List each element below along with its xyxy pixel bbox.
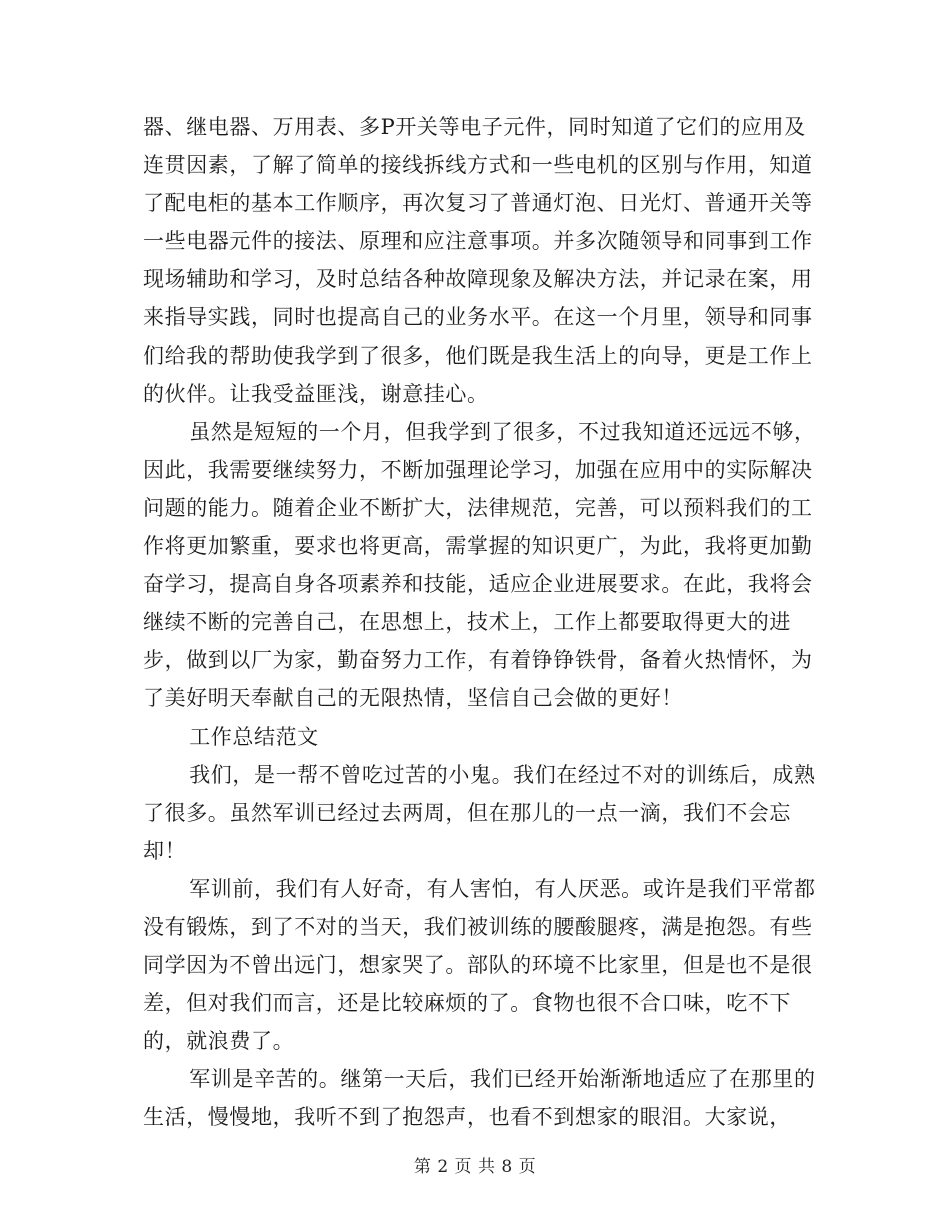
section-heading: 工作总结范文 [189,724,319,749]
paragraph-4: 军训前，我们有人好奇，有人害怕，有人厌恶。或许是我们平常都没有锻炼，到了不对的当天，我们被训练的腰酸腿疼，满是抱怨。有些同学因为不曾出远门，想家哭了。部队的环境不比家里，但是也不是很差，但对我们而言，还是比较麻烦的了。食物也很不合口味，吃不下的，就浪费了。 [143,876,816,1054]
paragraph-5: 军训是辛苦的。继第一天后，我们已经开始渐渐地适应了在那里的生活，慢慢地，我听不到了抱怨声，也看不到想家的眼泪。大家说， [143,1067,816,1130]
paragraph-3: 我们，是一帮不曾吃过苦的小鬼。我们在经过不对的训练后，成熟了很多。虽然军训已经过去两周，但在那儿的一点一滴，我们不会忘却！ [143,762,816,863]
paragraph-1: 器、继电器、万用表、多P开关等电子元件，同时知道了它们的应用及连贯因素，了解了简单的接线拆线方式和一些电机的区别与作用，知道了配电柜的基本工作顺序，再次复习了普通灯泡、日光灯、普通开关等一些电器元件的接法、原理和应注意事项。并多次随领导和同事到工作现场辅助和学习，及时总结各种故障现象及解决方法，并记录在案，用来指导实践，同时也提高自己的业务水平。在这一个月里，领导和同事们给我的帮助使我学到了很多，他们既是我生活上的向导，更是工作上的伙伴。让我受益匪浅，谢意挂心。 [143,115,813,406]
document-body [143,108,823,1137]
page-number-label: 第 2 页 共 8 页 [413,1157,537,1177]
paragraph-2: 虽然是短短的一个月，但我学到了很多，不过我知道还远远不够，因此，我需要继续努力，不断加强理论学习，加强在应用中的实际解决问题的能力。随着企业不断扩大，法律规范，完善，可以预料我们的工作将更加繁重，要求也将更高，需掌握的知识更广，为此，我将更加勤奋学习，提高自身各项素养和技能，适应企业进展要求。在此，我将会继续不断的完善自己，在思想上，技术上，工作上都要取得更大的进步，做到以厂为家，勤奋努力工作，有着铮铮铁骨，备着火热情怀，为了美好明天奉献自己的无限热情，坚信自己会做的更好！ [143,419,816,711]
page-footer [0,1152,950,1177]
